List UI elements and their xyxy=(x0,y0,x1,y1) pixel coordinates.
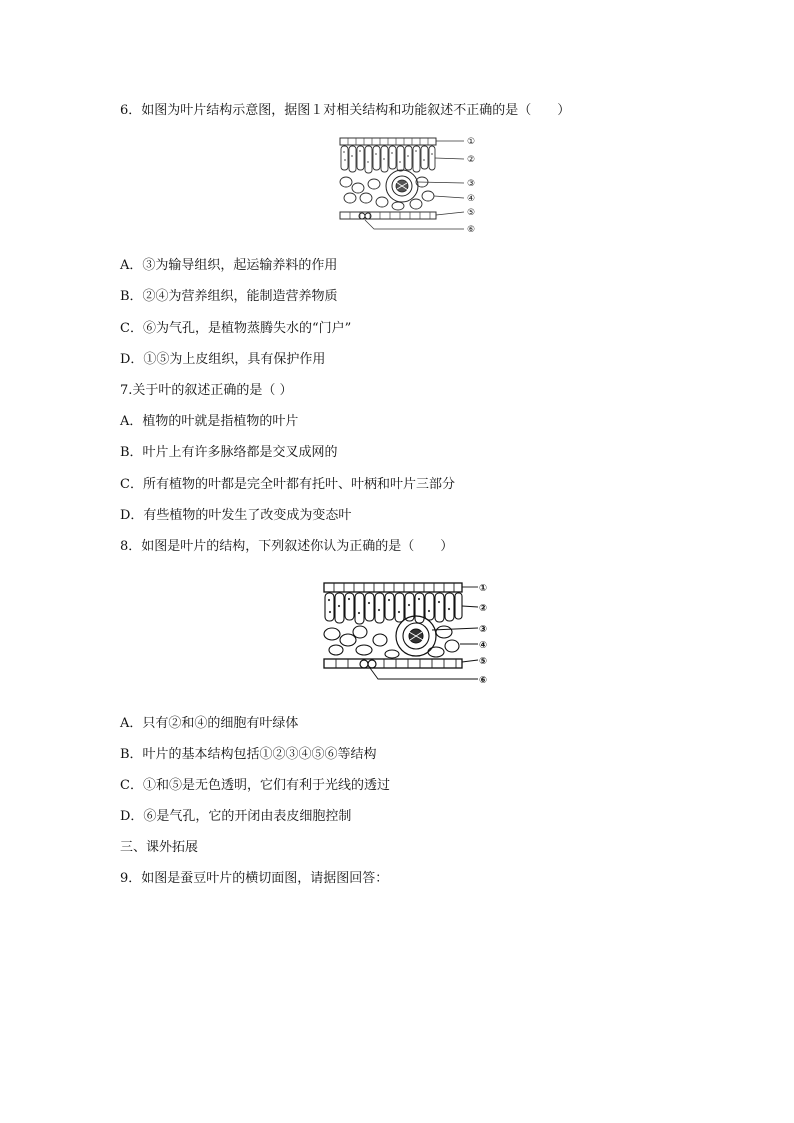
q7-option-c: C．所有植物的叶都是完全叶都有托叶、叶柄和叶片三部分 xyxy=(120,477,455,492)
q8-option-c: C．①和⑤是无色透明，它们有利于光线的透过 xyxy=(120,778,390,793)
q6-option-d: D．①⑤为上皮组织，具有保护作用 xyxy=(120,352,326,367)
lower-epidermis xyxy=(324,659,462,668)
stoma xyxy=(359,213,371,219)
label-2: ② xyxy=(479,603,488,614)
label-2: ② xyxy=(467,155,476,165)
label-5: ⑤ xyxy=(467,208,476,218)
label-4: ④ xyxy=(479,640,488,651)
upper-epidermis xyxy=(324,583,462,592)
q6-option-c: C．⑥为气孔，是植物蒸腾失水的“门户” xyxy=(120,321,352,336)
question-7-stem: 7.关于叶的叙述正确的是（ ） xyxy=(120,383,293,398)
label-1: ① xyxy=(467,137,476,147)
label-4: ④ xyxy=(467,194,476,204)
q6-option-a: A．③为输导组织，起运输养料的作用 xyxy=(120,258,338,273)
label-6: ⑥ xyxy=(479,675,488,686)
q8-option-a: A．只有②和④的细胞有叶绿体 xyxy=(120,716,299,731)
leaf-cross-section-figure-1 xyxy=(336,132,486,238)
leaf-diagram-1 xyxy=(336,132,486,238)
q8-option-b: B．叶片的基本结构包括①②③④⑤⑥等结构 xyxy=(120,747,377,762)
spongy-layer xyxy=(324,626,459,658)
palisade-layer xyxy=(341,146,435,173)
vein-bundle xyxy=(386,170,418,202)
label-6: ⑥ xyxy=(467,225,476,235)
label-3: ③ xyxy=(467,179,476,189)
q7-option-d: D．有些植物的叶发生了改变成为变态叶 xyxy=(120,508,352,523)
leaf-cross-section-figure-2 xyxy=(320,578,495,688)
q7-option-b: B．叶片上有许多脉络都是交叉成网的 xyxy=(120,445,338,460)
lower-epidermis xyxy=(340,212,436,219)
question-8-stem: 8．如图是叶片的结构，下列叙述你认为正确的是（ ） xyxy=(120,539,454,554)
q7-option-a: A．植物的叶就是指植物的叶片 xyxy=(120,414,299,429)
stoma xyxy=(360,660,376,668)
label-3: ③ xyxy=(479,624,488,635)
question-6-stem: 6．如图为叶片结构示意图，据图１对相关结构和功能叙述不正确的是（ ） xyxy=(120,103,571,118)
section-3-title: 三、课外拓展 xyxy=(120,840,199,855)
label-1: ① xyxy=(479,583,488,594)
q6-option-b: B．②④为营养组织，能制造营养物质 xyxy=(120,289,338,304)
palisade-layer xyxy=(325,593,462,624)
leaf-diagram-2 xyxy=(320,578,495,688)
label-5: ⑤ xyxy=(479,656,488,667)
question-9-stem: 9．如图是蚕豆叶片的横切面图，请据图回答： xyxy=(120,871,389,886)
q8-option-d: D．⑥是气孔，它的开闭由表皮细胞控制 xyxy=(120,809,352,824)
